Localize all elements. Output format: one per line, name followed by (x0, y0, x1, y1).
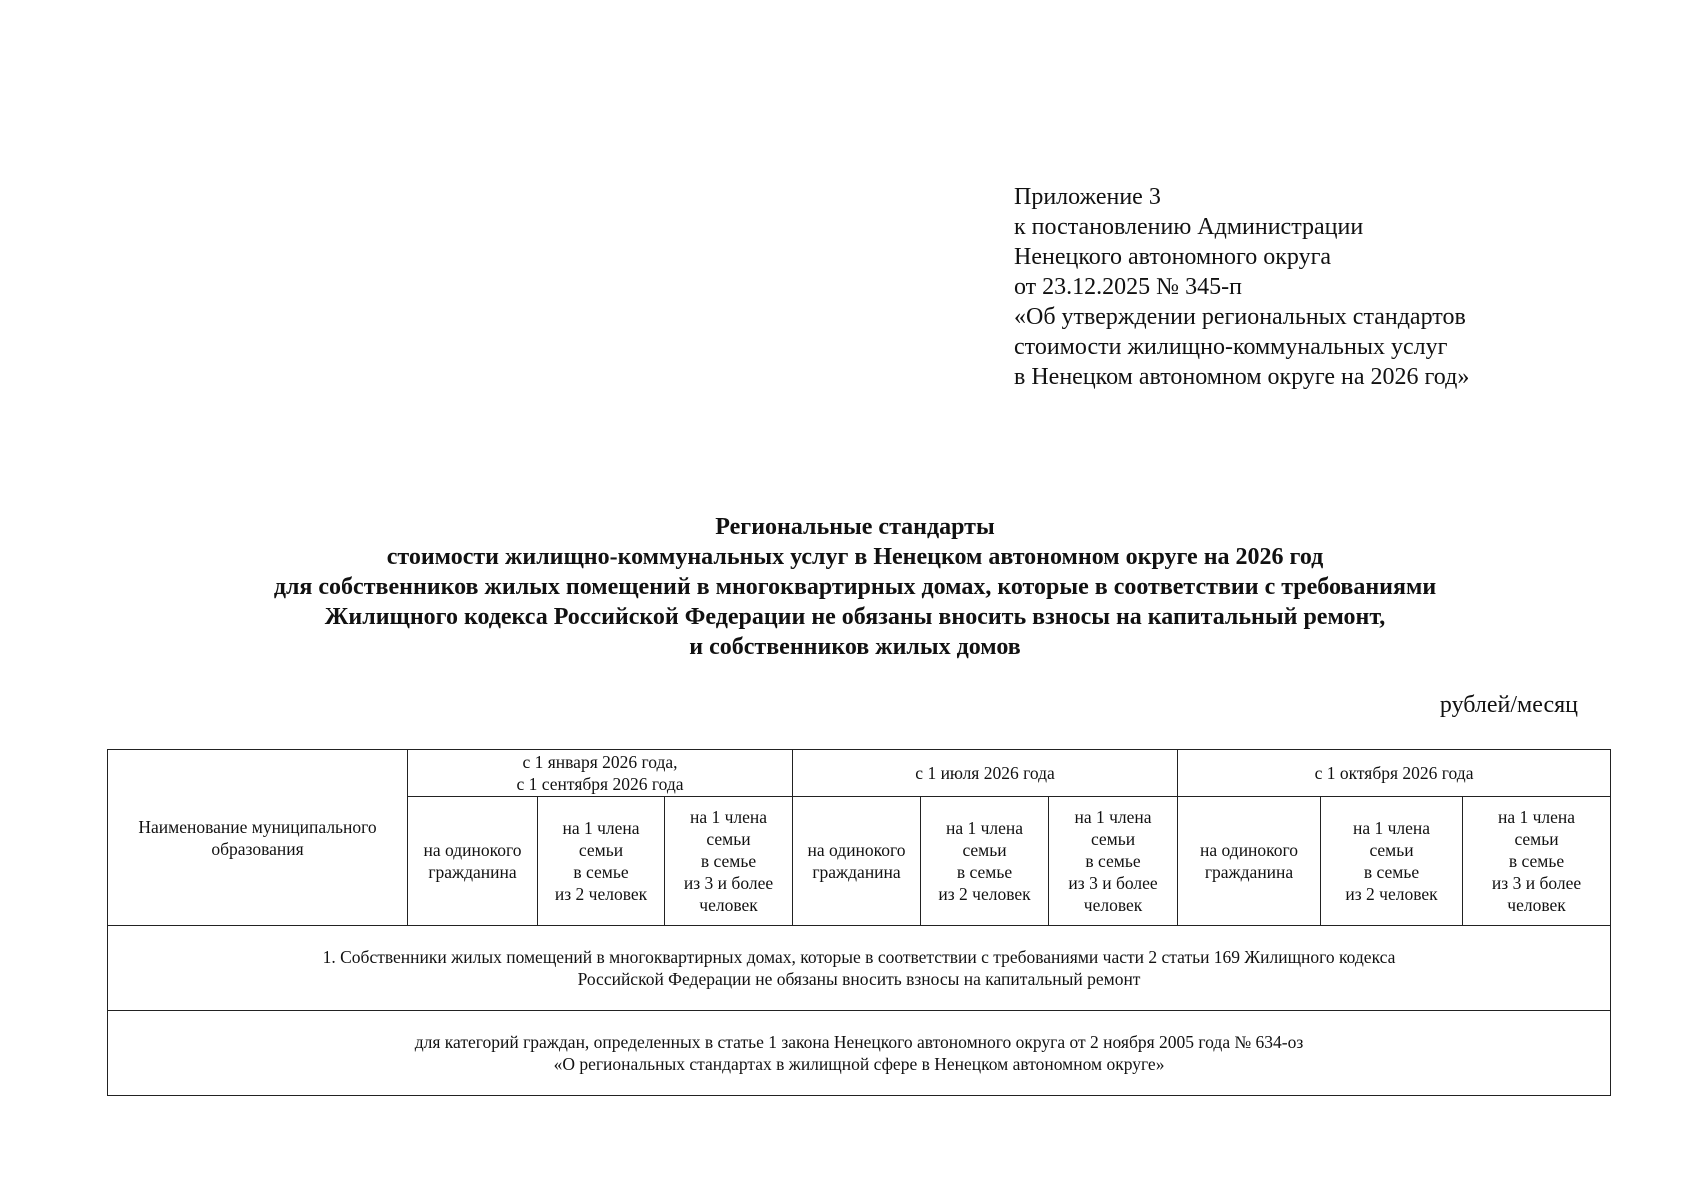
appendix-line: к постановлению Администрации (1014, 214, 1364, 240)
title-line: Жилищного кодекса Российской Федерации не обязаны вносить взносы на капитальный ремонт, (324, 604, 1386, 630)
subheader-single: на одинокого гражданина (1178, 797, 1321, 926)
title-line: для собственников жилых помещений в многоквартирных домах, которые в соответствии с требованиями (273, 574, 1437, 600)
subheader-family-of-2: на 1 члена семьи в семье из 2 человек (921, 797, 1049, 926)
appendix-line: Ненецкого автономного округа (1014, 244, 1332, 270)
standards-table (107, 749, 1611, 1096)
subheader-family-of-2: на 1 члена семьи в семье из 2 человек (538, 797, 665, 926)
subheader-family-of-2: на 1 члена семьи в семье из 2 человек (1321, 797, 1463, 926)
subheader-single: на одинокого гражданина (793, 797, 921, 926)
appendix-line: «Об утверждении региональных стандартов (1014, 304, 1466, 330)
section-1-category-heading: для категорий граждан, определенных в статье 1 закона Ненецкого автономного округа от 2 ноября 2005 года № 634-оз «О региональных стандартах в жилищной сфере в Ненецком автономном округе» (108, 1011, 1611, 1096)
appendix-line: стоимости жилищно-коммунальных услуг (1014, 334, 1448, 360)
appendix-line: от 23.12.2025 № 345-п (1014, 274, 1242, 300)
document-title (110, 512, 1600, 662)
appendix-line: Приложение 3 (1014, 184, 1161, 210)
appendix-line: в Ненецком автономном округе на 2026 год» (1014, 364, 1470, 390)
period-header-january: с 1 января 2026 года, с 1 сентября 2026 года (408, 750, 793, 797)
subheader-family-of-3-plus: на 1 члена семьи в семье из 3 и более человек (1463, 797, 1611, 926)
period-header-july: с 1 июля 2026 года (793, 750, 1178, 797)
period-header-october: с 1 октября 2026 года (1178, 750, 1611, 797)
title-line: Региональные стандарты (715, 514, 995, 540)
subheader-family-of-3-plus: на 1 члена семьи в семье из 3 и более человек (665, 797, 793, 926)
appendix-block (1014, 182, 1469, 392)
subheader-family-of-3-plus: на 1 члена семьи в семье из 3 и более человек (1049, 797, 1178, 926)
title-line: и собственников жилых домов (689, 634, 1021, 660)
title-line: стоимости жилищно-коммунальных услуг в Ненецком автономном округе на 2026 год (386, 544, 1324, 570)
subheader-single: на одинокого гражданина (408, 797, 538, 926)
units-label: рублей/месяц (1439, 692, 1578, 718)
municipality-header: Наименование муниципального образования (108, 750, 408, 926)
section-1-heading: 1. Собственники жилых помещений в многоквартирных домах, которые в соответствии с требованиями части 2 статьи 169 Жилищного кодекса Российской Федерации не обязаны вносить взносы на капитальный ремонт (108, 926, 1611, 1011)
